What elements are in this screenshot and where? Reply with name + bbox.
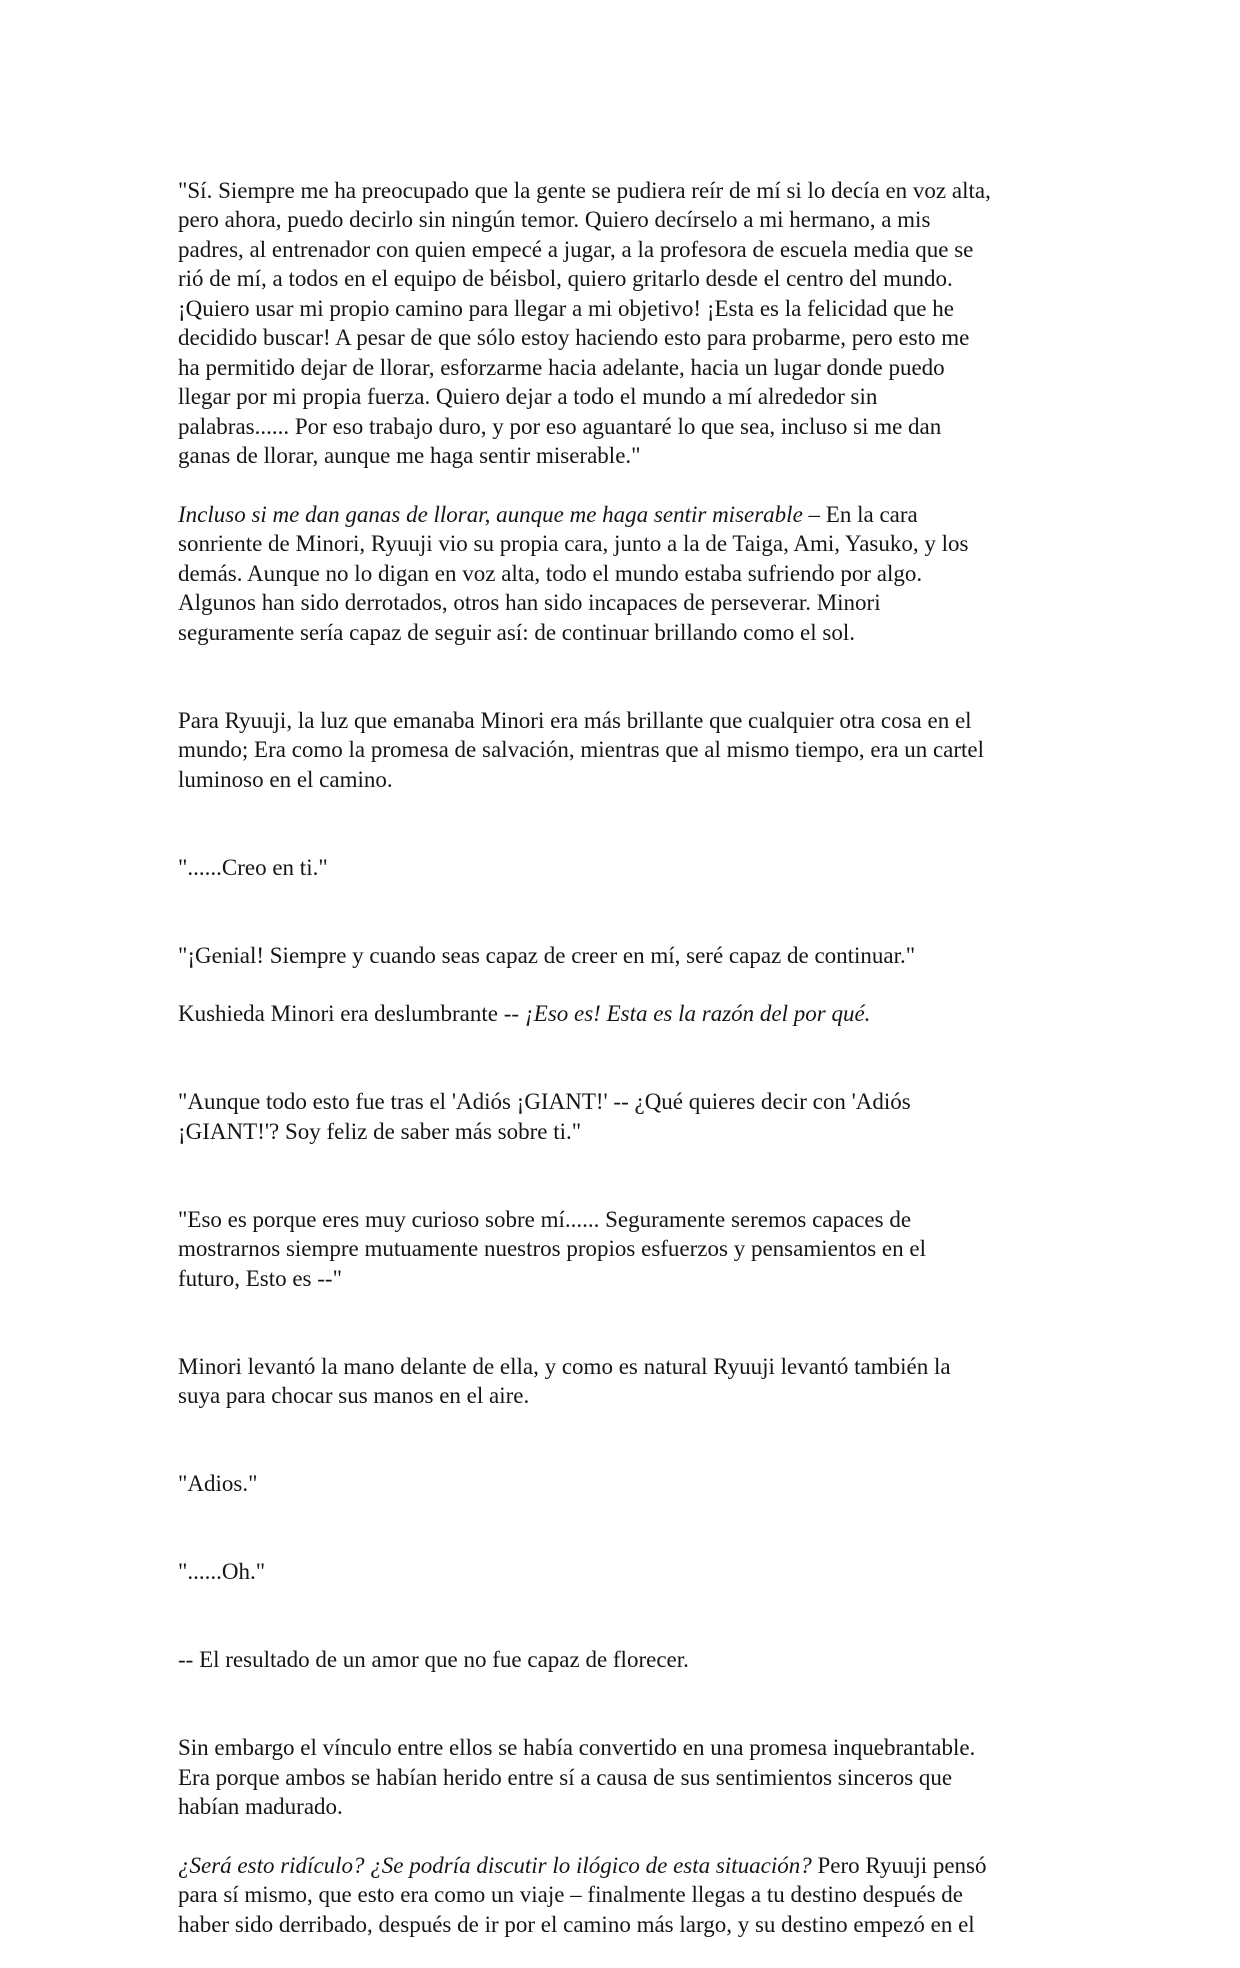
paragraph-text: Para Ryuuji, la luz que emanaba Minori era más brillante que cualquier otra cosa en el mundo; Era como la promesa de salvación, mientras que al mismo tiempo, era un cartel luminoso en el camino. [178,707,985,792]
paragraph [178,1528,1078,1587]
paragraph-text: Minori levantó la mano delante de ella, y como es natural Ryuuji levantó también la suya para chocar sus manos en el aire. [178,1353,951,1408]
italic-text: ¡Eso es! Esta es la razón del por qué. [524,1001,871,1026]
paragraph [178,999,1078,1029]
paragraph-text: "Aunque todo esto fue tras el 'Adiós ¡GIANT!' -- ¿Qué quieres decir con 'Adiós ¡GIANT!'? Soy feliz de saber más sobre ti." [178,1089,911,1144]
italic-text: ¿Será esto ridículo? ¿Se podría discutir lo ilógico de esta situación? [178,1852,812,1878]
paragraph [178,1175,1078,1293]
paragraph-text: "......Creo en ti." [178,854,328,880]
paragraph-text: "Sí. Siempre me ha preocupado que la gente se pudiera reír de mí si lo decía en voz alta, pero ahora, puedo decirlo sin ningún temor. Quiero decírselo a mi hermano, a mis padres, al entrenador con quien empecé a jugar, a la profesora de escuela media que se rió de mí, a todos en el equipo de béisbol, quiero gritarlo desde el centro del mundo. ¡Quiero usar mi propio camino para llegar a mi objetivo! ¡Esta es la felicidad que he decidido buscar! A pesar de que sólo estoy haciendo esto para probarme, pero esto me ha permitido dejar de llorar, esforzarme hacia adelante, hacia un lugar donde puedo llegar por mi propia fuerza. Quiero dejar a todo el mundo a mí alrededor sin palabras...... Por eso trabajo duro, y por eso aguantaré lo que sea, incluso si me dan ganas de llorar, aunque me haga sentir miserable." [178,177,991,468]
italic-text: Incluso si me dan ganas de llorar, aunque me haga sentir miserable [178,501,803,527]
paragraph-text: Kushieda Minori era deslumbrante -- [178,1001,525,1026]
paragraph-text: Sin embargo el vínculo entre ellos se había convertido en una promesa inquebrantable. Era porque ambos se habían herido entre sí a causa de sus sentimientos sinceros que habían madurado. [178,1735,976,1819]
paragraph-text: -- El resultado de un amor que no fue capaz de florecer. [178,1647,689,1672]
document-page [178,146,1078,1968]
paragraph-text: "......Oh." [178,1559,266,1584]
paragraph-text: – En la cara sonriente de Minori, Ryuuji vio su propia cara, junto a la de Taiga, Ami, Yasuko, y los demás. Aunque no lo digan en voz alta, todo el mundo estaba sufriendo por algo. Algunos han sido derrotados, otros han sido incapaces de perseverar. Minori seguramente sería capaz de seguir así: de continuar brillando como el sol. [178,501,969,645]
paragraph-text: Pero Ryuuji pensó para sí mismo, que esto era como un viaje – finalmente llegas a tu destino después de haber sido derribado, después de ir por el camino más largo, y su destino empezó en el [178,1852,987,1937]
paragraph [178,1322,1078,1411]
paragraph [178,911,1078,970]
paragraph-text: "Eso es porque eres muy curioso sobre mí...... Seguramente seremos capaces de mostrarnos siempre mutuamente nuestros propios esfuerzos y pensamientos en el futuro, Esto es --" [178,1206,926,1291]
paragraph [178,823,1078,882]
paragraph [178,500,1078,648]
paragraph-text: "¡Genial! Siempre y cuando seas capaz de creer en mí, seré capaz de continuar." [178,942,916,968]
paragraph [178,1851,1078,1940]
paragraph [178,676,1078,794]
paragraph [178,1704,1078,1822]
paragraph-text: "Adios." [178,1471,258,1496]
paragraph [178,1058,1078,1147]
paragraph [178,1616,1078,1675]
paragraph [178,1440,1078,1499]
paragraph [178,146,1078,471]
